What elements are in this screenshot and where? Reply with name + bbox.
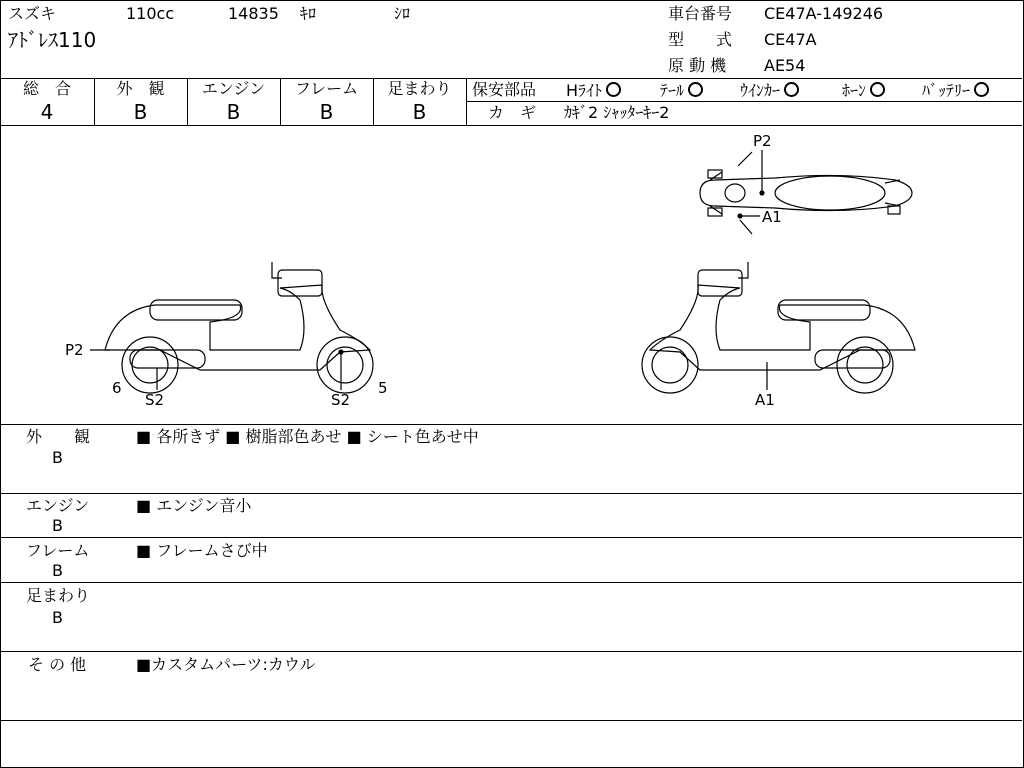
note-grade: B — [52, 448, 63, 467]
mark-left-6: 6 — [112, 379, 122, 397]
divider — [0, 537, 1022, 538]
grade-engine-value: B — [226, 100, 241, 124]
divider — [0, 582, 1022, 583]
note-label: そ の 他 — [28, 655, 87, 674]
grade-total-value: 4 — [40, 100, 54, 124]
grade-exterior-label: 外 観 — [116, 79, 165, 98]
ok-circle-icon — [870, 82, 885, 97]
key-label: カ ギ — [488, 103, 537, 122]
grade-suspension-label: 足まわり — [387, 79, 452, 98]
scooter-left-view — [90, 262, 373, 393]
note-text: ■ エンジン音小 — [136, 496, 252, 515]
divider — [0, 493, 1022, 494]
safety-item-horn: ﾎｰﾝ — [842, 82, 885, 99]
type-label: 型 式 — [668, 30, 733, 49]
grade-exterior-value: B — [133, 100, 148, 124]
chassis-label: 車台番号 — [668, 4, 733, 23]
grade-total-label: 総 合 — [22, 79, 71, 98]
note-grade: B — [52, 561, 63, 580]
note-grade: B — [52, 608, 63, 627]
safety-item-tail: ﾃｰﾙ — [660, 82, 703, 99]
grade-suspension-value: B — [412, 100, 427, 124]
mark-top-p2: P2 — [753, 132, 772, 150]
mark-left-5: 5 — [378, 379, 388, 397]
grade-frame-value: B — [319, 100, 334, 124]
note-label: 足まわり — [26, 586, 91, 605]
safety-label: 保安部品 — [472, 80, 537, 99]
note-text: ■カスタムパーツ:カウル — [136, 655, 316, 674]
ok-circle-icon — [688, 82, 703, 97]
divider — [467, 101, 1022, 102]
mileage-unit: ｷﾛ — [300, 4, 317, 23]
note-text: ■ 各所きず ■ 樹脂部色あせ ■ シート色あせ中 — [136, 427, 479, 446]
chassis-value: CE47A-149246 — [764, 4, 884, 23]
mark-left-s2-front: S2 — [331, 391, 351, 409]
grade-frame-label: フレーム — [294, 79, 359, 98]
type-value: CE47A — [764, 30, 817, 49]
note-label: フレーム — [26, 541, 90, 560]
divider — [0, 424, 1022, 425]
grade-engine-label: エンジン — [201, 79, 266, 98]
engine-value: AE54 — [764, 56, 806, 75]
divider — [466, 78, 467, 125]
mark-left-p2: P2 — [65, 341, 84, 359]
scooter-diagram — [0, 126, 1022, 424]
mark-left-s2-rear: S2 — [145, 391, 165, 409]
note-label: 外 観 — [26, 427, 91, 446]
safety-item-battery: ﾊﾞｯﾃﾘｰ — [922, 82, 989, 99]
safety-item-headlight: Hﾗｲﾄ — [566, 82, 621, 99]
model-name: ｱﾄﾞﾚｽ110 — [8, 28, 97, 52]
mileage: 14835 — [228, 4, 279, 23]
divider — [0, 651, 1022, 652]
note-grade: B — [52, 516, 63, 535]
scooter-right-view — [642, 262, 915, 393]
ok-circle-icon — [974, 82, 989, 97]
key-value: ｶｷﾞ2 ｼｬｯﾀｰｷｰ2 — [564, 103, 670, 122]
note-label: エンジン — [26, 496, 90, 515]
ok-circle-icon — [606, 82, 621, 97]
color: ｼﾛ — [394, 4, 411, 23]
engine-label: 原 動 機 — [668, 56, 727, 75]
note-text: ■ フレームさび中 — [136, 541, 268, 560]
mark-right-a1: A1 — [755, 391, 775, 409]
scooter-top-view — [700, 150, 912, 234]
divider — [0, 720, 1022, 721]
displacement: 110cc — [126, 4, 175, 23]
ok-circle-icon — [784, 82, 799, 97]
safety-item-winker: ｳｲﾝｶｰ — [740, 82, 799, 99]
mark-top-a1: A1 — [762, 208, 782, 226]
maker: スズキ — [8, 4, 57, 23]
